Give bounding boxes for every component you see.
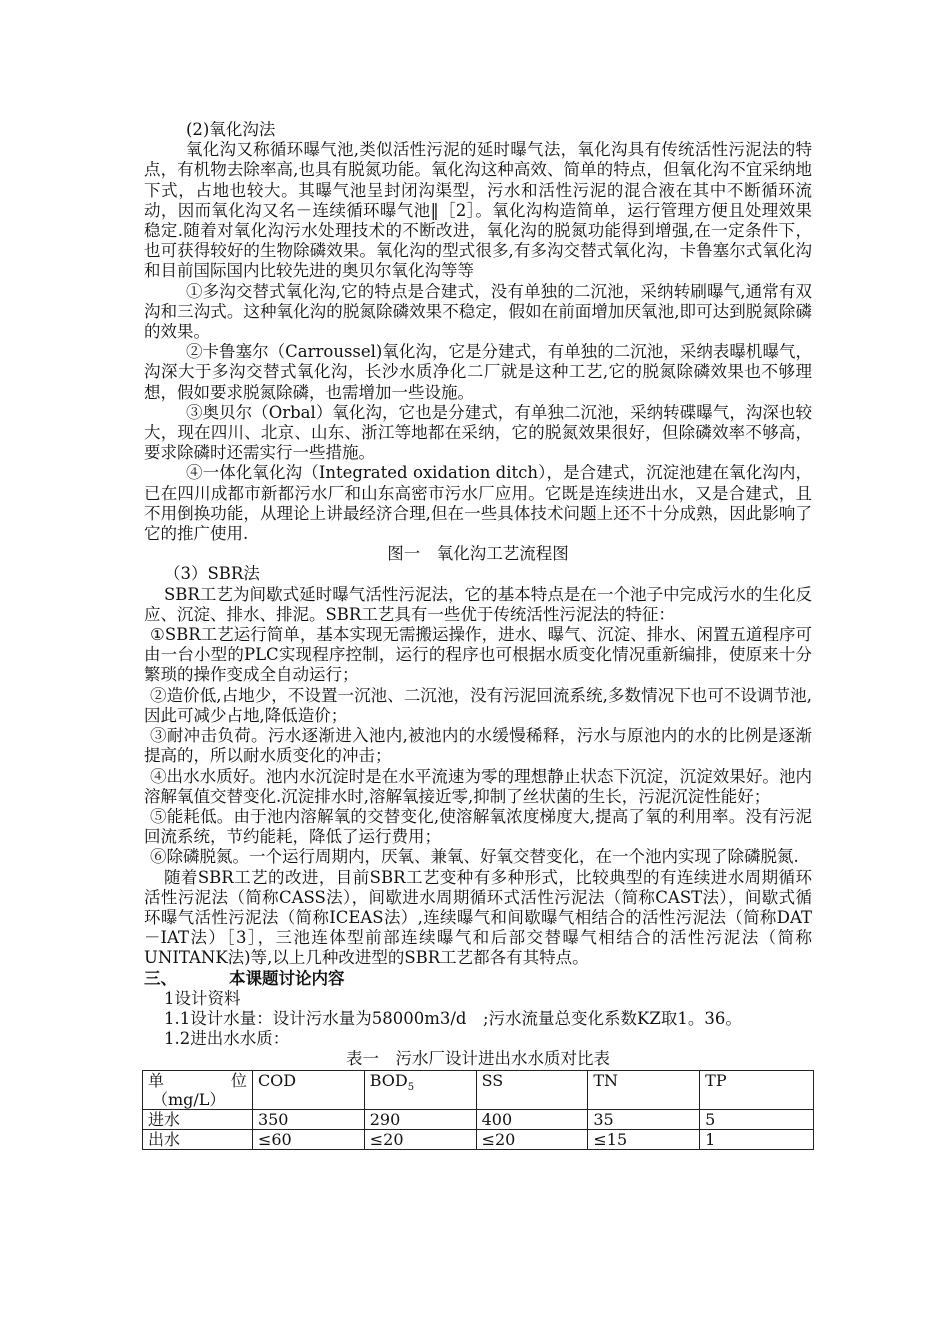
paragraph: 随着SBR工艺的改进，目前SBR工艺变种有多种形式，比较典型的有连续进水周期循环活性污泥法（简称CASS法），间歇进水周期循环式活性污泥法（简称CAST法），间歇式循环曝气活性污泥法（简称ICEAS法）,连续曝气和间歇曝气相结合的活性污泥法（简称DAT－IAT法）［3］，三池连体型前部连续曝气和后部交替曝气相结合的活性污泥法（简称UNITANK法)等,以上几种改进型的SBR工艺都各有其特点。 bbox=[144, 867, 812, 968]
table-row bbox=[143, 1130, 814, 1150]
header-cell: TP bbox=[700, 1071, 814, 1110]
header-cell: TN bbox=[588, 1071, 700, 1110]
paragraph: 1设计资料 bbox=[164, 988, 241, 1008]
paragraph: ⑥除磷脱氮。一个运行周期内，厌氧、兼氧、好氧交替变化，在一个池内实现了除磷脱氮. bbox=[150, 847, 799, 867]
paragraph: SBR工艺为间歇式延时曝气活性污泥法，它的基本特点是在一个池子中完成污水的生化反应、沉淀、排水、排泥。SBR工艺具有一些优于传统活性污泥法的特征： bbox=[144, 584, 812, 624]
paragraph: 氧化沟又称循环曝气池,类似活性污泥的延时曝气法，氧化沟具有传统活性污泥法的特点，有机物去除率高,也具有脱氮功能。氧化沟这种高效、简单的特点，但氧化沟不宜采纳地下式，占地也较大。其曝气池呈封闭沟渠型，污水和活性污泥的混合液在其中不断循环流动，因而氧化沟又名－连续循环曝气池‖［2］。氧化沟构造简单，运行管理方便且处理效果稳定.随着对氧化沟污水处理技术的不断改进，氧化沟的脱氮功能得到增强,在一定条件下，也可获得较好的生物除磷效果。氧化沟的型式很多,有多沟交替式氧化沟，卡鲁塞尔式氧化沟和目前国际国内比较先进的奥贝尔氧化沟等等 bbox=[144, 140, 812, 281]
table-cell: 290 bbox=[364, 1110, 476, 1130]
paragraph: ⑤能耗低。由于池内溶解氧的交替变化,使溶解氧浓度梯度大,提高了氧的利用率。没有污泥回流系统，节约能耗，降低了运行费用； bbox=[144, 806, 812, 847]
table-cell: ≤60 bbox=[252, 1130, 364, 1150]
paragraph: 1.2进出水水质： bbox=[164, 1029, 290, 1049]
header-cell: COD bbox=[252, 1071, 364, 1110]
paragraph: ②造价低,占地少，不设置一沉池、二沉池，没有污泥回流系统,多数情况下也可不设调节池,因此可减少占地,降低造价； bbox=[144, 685, 812, 725]
table-caption: 表一 污水厂设计进出水水质对比表 bbox=[346, 1049, 610, 1069]
paragraph: ③奥贝尔（Orbal）氧化沟，它也是分建式，有单独二沉池，采纳转碟曝气，沟深也较大，现在四川、北京、山东、浙江等地都在采纳，它的脱氮效果很好，但除磷效率不够高，要求除磷时还需实行一些措施。 bbox=[144, 402, 812, 463]
paragraph: 1.1设计水量：设计污水量为58000m3/d ;污水流量总变化系数KZ取1。36。 bbox=[164, 1008, 742, 1028]
table-cell: ≤20 bbox=[476, 1130, 588, 1150]
table-row bbox=[143, 1110, 814, 1130]
water-quality-table bbox=[142, 1070, 814, 1150]
table-cell: 1 bbox=[700, 1130, 814, 1150]
table-cell: 35 bbox=[588, 1110, 700, 1130]
document-body bbox=[144, 120, 812, 1070]
header-cell: $BOD_5$ bbox=[364, 1071, 476, 1110]
paragraph: ①SBR工艺运行简单，基本实现无需搬运操作，进水、曝气、沉淀、排水、闲置五道程序可由一台小型的PLC实现程序控制，运行的程序也可根据水质变化情况重新编排，使原来十分繁琐的操作变成全自动运行； bbox=[144, 625, 812, 685]
paragraph: ④一体化氧化沟（Integrated oxidation ditch），是合建式，沉淀池建在氧化沟内，已在四川成都市新都污水厂和山东高密市污水厂应用。它既是连续进出水，又是合建式，且不用倒换功能，从理论上讲最经济合理,但在一些具体技术问题上还不十分成熟，因此影响了它的推广使用. bbox=[144, 463, 812, 544]
subheading-sbr: （3）SBR法 bbox=[164, 564, 260, 584]
paragraph: ①多沟交替式氧化沟,它的特点是合建式，没有单独的二沉池，采纳转刷曝气,通常有双沟和三沟式。这种氧化沟的脱氮除磷效果不稳定，假如在前面增加厌氧池,即可达到脱氮除磷的效果。 bbox=[144, 281, 812, 342]
figure-caption: 图一 氧化沟工艺流程图 bbox=[387, 544, 569, 564]
header-cell: SS bbox=[476, 1071, 588, 1110]
table-cell: 400 bbox=[476, 1110, 588, 1130]
unit-cell: 单 位 （mg/L） bbox=[143, 1071, 253, 1110]
subheading-oxidation-ditch: (2)氧化沟法 bbox=[186, 120, 276, 139]
table-cell: 出水 bbox=[143, 1130, 253, 1150]
table-cell: 进水 bbox=[143, 1110, 253, 1130]
table-cell: 5 bbox=[700, 1110, 814, 1130]
section-heading bbox=[144, 969, 812, 989]
table-cell: ≤20 bbox=[364, 1130, 476, 1150]
section-number: 三、 bbox=[144, 968, 177, 988]
paragraph: ④出水水质好。池内水沉淀时是在水平流速为零的理想静止状态下沉淀，沉淀效果好。池内溶解氧值交替变化.沉淀排水时,溶解氧接近零,抑制了丝状菌的生长，污泥沉淀性能好； bbox=[144, 766, 812, 806]
table-cell: ≤15 bbox=[588, 1130, 700, 1150]
table-cell: 350 bbox=[252, 1110, 364, 1130]
section-title: 本课题讨论内容 bbox=[229, 968, 345, 988]
table-header-row bbox=[143, 1071, 814, 1110]
paragraph: ②卡鲁塞尔（Carroussel)氧化沟，它是分建式，有单独的二沉池，采纳表曝机曝气，沟深大于多沟交替式氧化沟，长沙水质净化二厂就是这种工艺,它的脱氮除磷效果也不够理想，假如要求脱氮除磷，也需增加一些设施。 bbox=[144, 342, 812, 402]
paragraph: ③耐冲击负荷。污水逐渐进入池内,被池内的水缓慢稀释，污水与原池内的水的比例是逐渐提高的，所以耐水质变化的冲击； bbox=[144, 726, 812, 766]
